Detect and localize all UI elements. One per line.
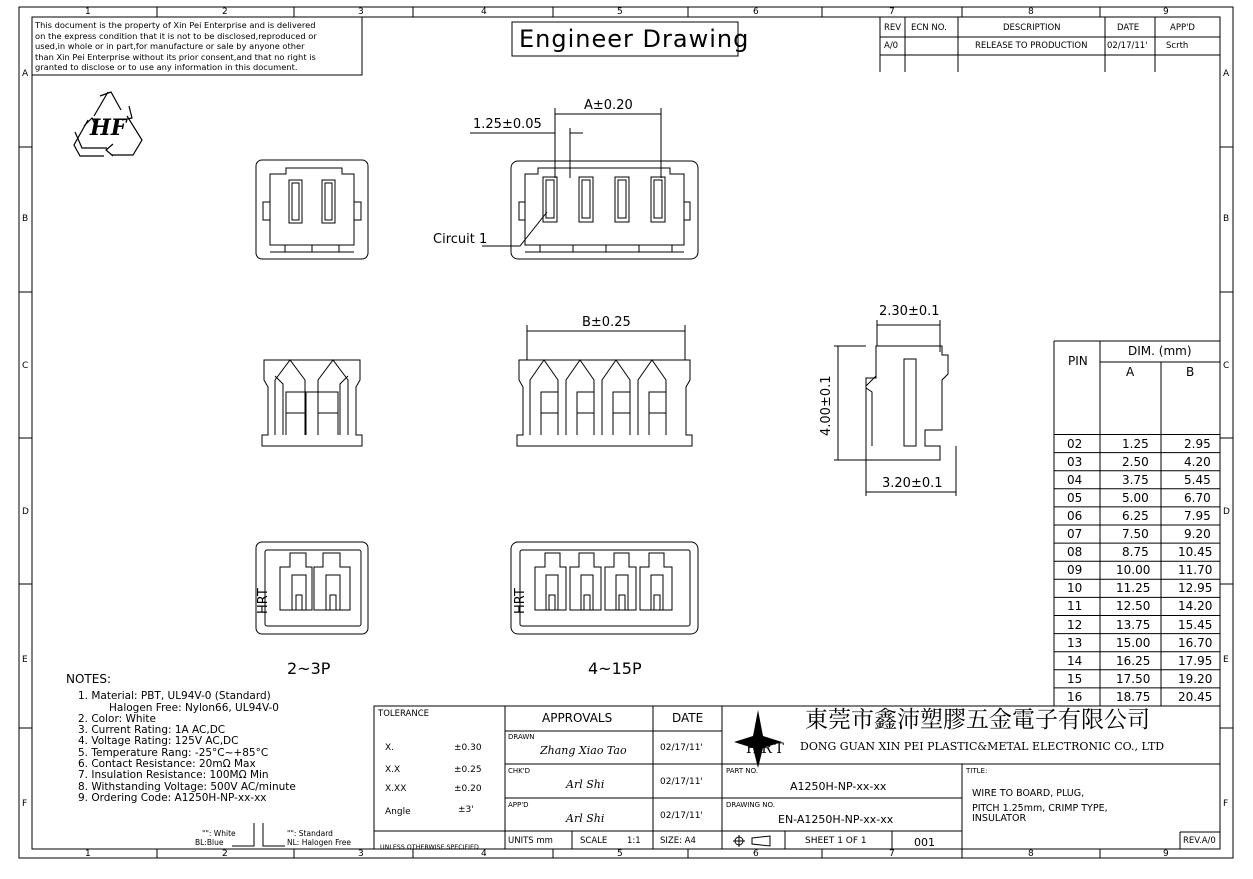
dim-a-cell: 16.25: [1116, 653, 1151, 668]
tol-label: X.: [385, 743, 395, 753]
dim-a-cell: 17.50: [1116, 671, 1151, 686]
dim-320-label: 3.20±0.1: [882, 476, 943, 491]
dim-b-cell: 12.95: [1178, 581, 1213, 596]
dim-pin-cell: 09: [1067, 563, 1083, 578]
tol-label: X.X: [385, 765, 401, 775]
dim-a-cell: 12.50: [1116, 599, 1151, 614]
frame-row-label: E: [22, 655, 28, 665]
tol-value: ±0.30: [454, 743, 482, 753]
frame-col-label: 3: [358, 849, 364, 859]
dim-pin-cell: 10: [1067, 581, 1083, 596]
title-line: PITCH 1.25mm, CRIMP TYPE,: [972, 803, 1108, 814]
title-label: TITLE:: [966, 767, 988, 775]
note-item: 3. Current Rating: 1A AC,DC: [78, 724, 226, 737]
frame-row-label: E: [1223, 655, 1229, 665]
frame-col-label: 9: [1163, 7, 1169, 17]
dim-a-cell: 11.25: [1116, 581, 1151, 596]
dim-b-cell: 7.95: [1184, 508, 1211, 523]
dim-pin-cell: 13: [1067, 635, 1083, 650]
tolerance-header: TOLERANCE: [378, 709, 430, 719]
hrt-mark-small: HRT: [256, 588, 271, 614]
dim-b-cell: 17.95: [1178, 653, 1213, 668]
hf-logo: HF: [90, 115, 127, 141]
drawing-no-label: DRAWING NO.: [726, 801, 775, 809]
dim-b-cell: 2.95: [1184, 436, 1211, 451]
frame-row-label: F: [1223, 799, 1229, 809]
dim-a-cell: 13.75: [1116, 617, 1151, 632]
units: UNITS mm: [508, 836, 553, 846]
dim-pin-cell: 07: [1067, 527, 1083, 541]
company-name-en: DONG GUAN XIN PEI PLASTIC&METAL ELECTRONIC CO., LTD: [800, 740, 1165, 753]
front-view-large: [517, 325, 692, 446]
code-color-1: "": White: [202, 829, 236, 838]
dim-a-cell: 7.50: [1122, 527, 1149, 541]
front-view-small: [262, 360, 362, 446]
rev-label: REV.A/0: [1183, 836, 1216, 846]
frame-row-label: F: [22, 799, 28, 809]
label-4-15p: 4~15P: [588, 659, 642, 678]
frame-row-label: A: [22, 69, 29, 79]
code-type-2: NL: Halogen Free: [287, 838, 352, 847]
dim-pin-cell: 14: [1067, 653, 1083, 668]
rev-value: A/0: [884, 41, 899, 51]
dim-pin-cell: 11: [1067, 599, 1083, 614]
dim-b-cell: 6.70: [1184, 490, 1211, 505]
appd-header: APP'D: [1170, 23, 1195, 33]
dim-b-cell: 16.70: [1178, 635, 1213, 650]
note-item: Halogen Free: Nylon66, UL94V-0: [109, 701, 279, 714]
frame-col-label: 1: [85, 7, 91, 17]
dim-pin-cell: 03: [1067, 454, 1083, 469]
title-lines: [972, 786, 1108, 826]
description-header: DESCRIPTION: [1003, 23, 1061, 33]
dim-pin-cell: 15: [1067, 671, 1083, 686]
disclaimer-line: than Xin Pei Enterprise without its prior consent,and that no right is: [35, 51, 316, 62]
title-line: WIRE TO BOARD, PLUG,: [972, 788, 1085, 799]
frame-col-label: 2: [222, 7, 228, 17]
note-item: 5. Temperature Rang: -25°C~+85°C: [78, 746, 269, 759]
dim-a-cell: 5.00: [1122, 490, 1149, 505]
scale-label: SCALE: [580, 836, 608, 846]
dim-400-label: 4.00±0.1: [819, 375, 834, 436]
frame-row-label: A: [1223, 69, 1230, 79]
disclaimer-line: used,in whole or in part,for manufacture or sale by anyone other: [35, 41, 305, 51]
frame-col-label: 5: [617, 849, 623, 859]
approvals-header: APPROVALS: [542, 711, 613, 725]
side-view: [834, 320, 956, 496]
pin-header: PIN: [1068, 354, 1088, 368]
note-item: 8. Withstanding Voltage: 500V AC/minute: [78, 780, 296, 793]
frame-col-label: 5: [617, 7, 623, 17]
dim-b-cell: 5.45: [1184, 472, 1211, 487]
frame-col-label: 2: [222, 849, 228, 859]
frame-row-label: D: [1223, 507, 1230, 517]
dim-b-cell: 11.70: [1178, 563, 1213, 578]
notes-title: NOTES:: [66, 672, 111, 686]
frame-row-label: D: [22, 507, 29, 517]
tolerance-footer: UNLESS OTHERWISE SPECIFIED: [380, 844, 479, 851]
dim-b-cell: 19.20: [1178, 671, 1213, 686]
date-col-header: DATE: [672, 711, 704, 725]
top-view-small: [256, 160, 368, 259]
frame-row-label: B: [22, 214, 29, 224]
frame-row-label: B: [1223, 214, 1230, 224]
description-value: RELEASE TO PRODUCTION: [975, 41, 1088, 51]
dim-b-label: B±0.25: [582, 315, 631, 330]
col-a-header: A: [1126, 365, 1135, 379]
frame-col-label: 4: [481, 7, 487, 17]
note-item: 7. Insulation Resistance: 100MΩ Min: [78, 769, 269, 782]
sheet-label: SHEET 1 OF 1: [805, 836, 867, 846]
dim-header: DIM. (mm): [1128, 344, 1192, 358]
chkd-label: CHK'D: [508, 767, 531, 775]
bottom-view-small: [256, 542, 368, 634]
note-item: 9. Ordering Code: A1250H-NP-xx-xx: [78, 791, 267, 804]
code-type-1: "": Standard: [287, 829, 333, 838]
dim-a-cell: 6.25: [1122, 508, 1149, 523]
frame-col-label: 7: [889, 7, 895, 17]
dim-b-cell: 10.45: [1178, 545, 1213, 560]
code-color-2: BL:Blue: [195, 838, 224, 847]
frame-col-label: 4: [481, 849, 487, 859]
dim-pin-cell: 05: [1067, 490, 1083, 505]
frame-col-label: 6: [753, 849, 759, 859]
tol-value: ±0.25: [454, 765, 482, 775]
dim-b-cell: 15.45: [1178, 617, 1213, 632]
disclaimer: [35, 20, 359, 73]
dim-b-cell: 4.20: [1184, 454, 1211, 469]
date-value: 02/17/11': [1107, 41, 1148, 51]
dim-pin-cell: 02: [1067, 436, 1083, 451]
dim-b-cell: 9.20: [1184, 527, 1211, 541]
dim-pin-cell: 04: [1067, 472, 1083, 487]
dim-a-label: A±0.20: [584, 98, 633, 113]
bottom-view-large: [511, 542, 698, 634]
dim-a-cell: 8.75: [1122, 545, 1149, 560]
frame-row-label: C: [22, 361, 29, 371]
note-item: 1. Material: PBT, UL94V-0 (Standard): [78, 690, 271, 703]
dim-a-cell: 10.00: [1116, 563, 1151, 578]
dim-b-cell: 14.20: [1178, 599, 1213, 614]
drawing-no-value: EN-A1250H-NP-xx-xx: [778, 813, 894, 826]
dim-230-label: 2.30±0.1: [879, 304, 940, 319]
title-line: INSULATOR: [972, 813, 1027, 824]
col-b-header: B: [1186, 365, 1195, 379]
frame-col-label: 3: [358, 7, 364, 17]
frame-col-label: 8: [1028, 849, 1034, 859]
appd-name: Arl Shi: [566, 812, 605, 825]
frame-row-label: C: [1223, 361, 1230, 371]
projection-symbol: [733, 835, 770, 847]
company-logo-star: [734, 710, 782, 768]
appd-value: Scrth: [1166, 41, 1189, 51]
note-item: 4. Voltage Rating: 125V AC,DC: [78, 735, 239, 748]
dim-b-cell: 20.45: [1178, 689, 1213, 704]
drawn-date: 02/17/11': [660, 743, 703, 753]
chkd-name: Arl Shi: [566, 778, 605, 791]
company-logo-text: HRT: [746, 741, 787, 757]
part-no-label: PART NO.: [726, 767, 759, 775]
appd-label: APP'D: [508, 801, 529, 809]
disclaimer-line: This document is the property of Xin Pei Enterprise and is delivered: [35, 20, 316, 30]
sheet-number: 001: [914, 836, 935, 849]
chkd-date: 02/17/11': [660, 777, 703, 787]
dim-a-cell: 1.25: [1122, 436, 1149, 451]
part-no-value: A1250H-NP-xx-xx: [790, 780, 887, 793]
dim-a-cell: 3.75: [1122, 472, 1149, 487]
dim-a-cell: 2.50: [1122, 454, 1149, 469]
dim-pitch-label: 1.25±0.05: [473, 117, 542, 132]
note-item: 6. Contact Resistance: 20mΩ Max: [78, 758, 256, 771]
notes: [66, 674, 296, 804]
drawn-label: DRAWN: [508, 733, 535, 741]
frame-col-label: 9: [1163, 849, 1169, 859]
ordering-code-brackets: [232, 823, 285, 846]
appd-date: 02/17/11': [660, 811, 703, 821]
ecn-header: ECN NO.: [911, 23, 947, 33]
scale-value: 1:1: [627, 836, 641, 846]
size: SIZE: A4: [660, 836, 696, 846]
tol-value: ±0.20: [454, 784, 482, 794]
tol-value: ±3': [458, 805, 474, 815]
circuit-label: Circuit 1: [433, 232, 488, 247]
frame-col-label: 1: [85, 849, 91, 859]
label-2-3p: 2~3P: [287, 659, 331, 678]
note-item: 2. Color: White: [78, 712, 156, 725]
dim-pin-cell: 08: [1067, 545, 1083, 560]
frame-col-label: 6: [753, 7, 759, 17]
tol-label: X.XX: [385, 784, 407, 794]
drawing-title: Engineer Drawing: [519, 25, 750, 53]
disclaimer-line: on the express condition that it is not to be disclosed,reproduced or: [35, 30, 317, 41]
company-name-cn: 東莞市鑫沛塑膠五金電子有限公司: [805, 707, 1150, 733]
dim-pin-cell: 12: [1067, 617, 1083, 632]
frame-col-label: 8: [1028, 7, 1034, 17]
hrt-mark-large: HRT: [513, 588, 528, 614]
dim-a-cell: 15.00: [1116, 635, 1151, 650]
tol-label: Angle: [385, 807, 411, 817]
date-header: DATE: [1117, 23, 1140, 33]
dim-a-cell: 18.75: [1116, 689, 1151, 704]
frame-col-label: 7: [889, 849, 895, 859]
dim-table: [1054, 341, 1220, 706]
dim-pin-cell: 06: [1067, 508, 1083, 523]
disclaimer-line: granted to disclose or to use any information in this document.: [35, 62, 298, 72]
dim-pin-cell: 16: [1067, 689, 1083, 704]
drawn-name: Zhang Xiao Tao: [540, 744, 627, 757]
rev-header: REV: [884, 23, 902, 33]
